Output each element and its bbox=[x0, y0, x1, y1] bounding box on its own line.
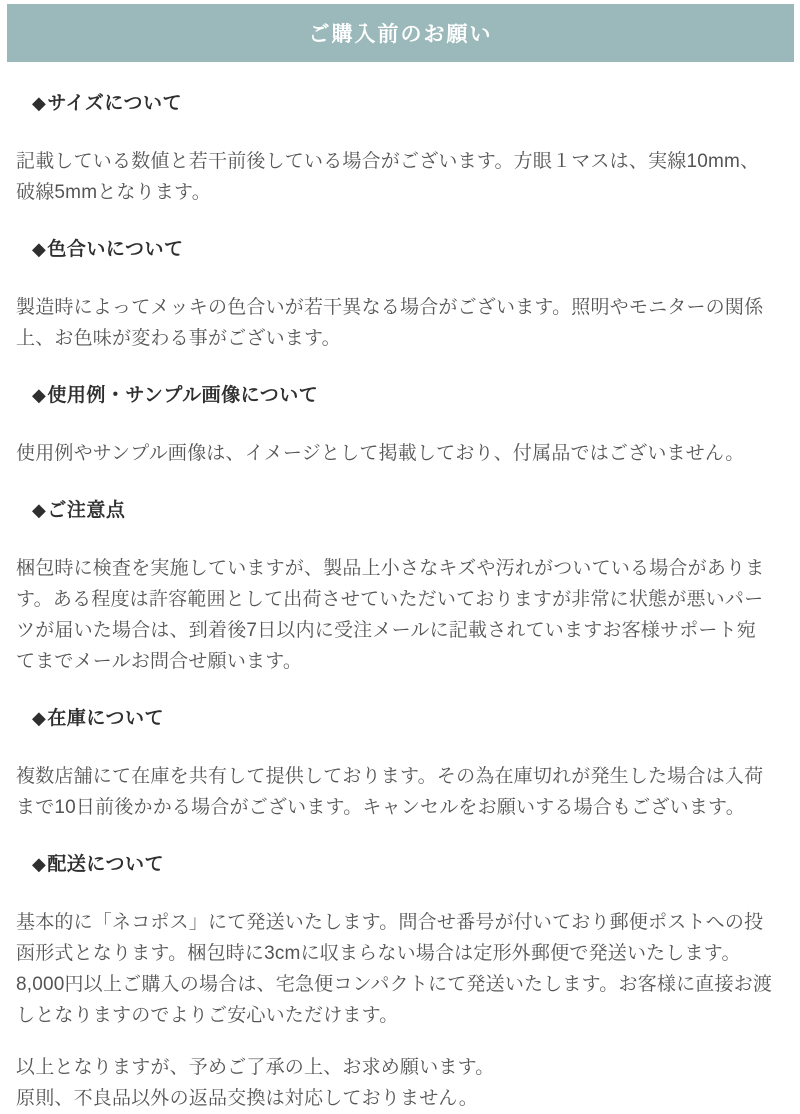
body-line: 基本的に「ネコポス」にて発送いたします。問合せ番号が付いており郵便ポストへの投函形式となります。梱包時に3cmに収まらない場合は定形外郵便で発送いたします。 bbox=[16, 912, 764, 964]
footer-line: 以上となりますが、予めご了承の上、お求め願います。 bbox=[16, 1057, 495, 1078]
diamond-bullet-icon: ◆ bbox=[32, 239, 47, 259]
section-sample-images bbox=[0, 384, 800, 469]
body-line: 記載している数値と若干前後している場合がございます。方眼１マスは、実線10mm、破線5mmとなります。 bbox=[16, 151, 760, 203]
page-title: ご購入前のお願い bbox=[308, 23, 493, 46]
footer-line: 原則、不良品以外の返品交換は対応しておりません。 bbox=[16, 1088, 478, 1109]
footer-note bbox=[16, 1052, 774, 1114]
diamond-bullet-icon: ◆ bbox=[32, 500, 47, 520]
header-bar bbox=[7, 4, 794, 62]
section-heading-label: 在庫について bbox=[47, 708, 164, 729]
section-caution bbox=[0, 499, 800, 677]
section-body bbox=[16, 907, 774, 1031]
section-heading bbox=[32, 384, 770, 407]
section-heading-label: 色合いについて bbox=[47, 239, 184, 260]
section-stock bbox=[0, 707, 800, 823]
section-size bbox=[0, 92, 800, 208]
section-heading-label: 使用例・サンプル画像について bbox=[47, 385, 319, 406]
body-line: 複数店舗にて在庫を共有して提供しております。その為在庫切れが発生した場合は入荷まで10日前後かかる場合がございます。キャンセルをお願いする場合もございます。 bbox=[16, 766, 764, 818]
diamond-bullet-icon: ◆ bbox=[32, 708, 47, 728]
diamond-bullet-icon: ◆ bbox=[32, 385, 47, 405]
section-color bbox=[0, 238, 800, 354]
section-heading bbox=[32, 853, 770, 876]
section-heading bbox=[32, 499, 770, 522]
section-body bbox=[16, 292, 774, 354]
section-heading-label: サイズについて bbox=[47, 93, 182, 114]
section-heading-label: 配送について bbox=[47, 854, 164, 875]
section-heading bbox=[32, 238, 770, 261]
body-line: 8,000円以上ご購入の場合は、宅急便コンパクトにて発送いたします。お客様に直接お渡しとなりますのでよりご安心いただけます。 bbox=[16, 974, 773, 1026]
section-body bbox=[16, 438, 774, 469]
section-body bbox=[16, 761, 774, 823]
section-body bbox=[16, 553, 774, 677]
body-line: 使用例やサンプル画像は、イメージとして掲載しており、付属品ではございません。 bbox=[16, 443, 745, 464]
body-line: 製造時によってメッキの色合いが若干異なる場合がございます。照明やモニターの関係上、お色味が変わる事がございます。 bbox=[16, 297, 764, 349]
section-heading bbox=[32, 707, 770, 730]
section-body bbox=[16, 146, 774, 208]
section-heading-label: ご注意点 bbox=[47, 500, 126, 521]
section-heading bbox=[32, 92, 770, 115]
section-shipping bbox=[0, 853, 800, 1031]
body-line: 梱包時に検査を実施していますが、製品上小さなキズや汚れがついている場合があります。ある程度は許容範囲として出荷させていただいておりますが非常に状態が悪いパーツが届いた場合は、到着後7日以内に受注メールに記載されていますお客様サポート宛てまでメールお問合せ願います。 bbox=[16, 558, 765, 672]
diamond-bullet-icon: ◆ bbox=[32, 93, 47, 113]
diamond-bullet-icon: ◆ bbox=[32, 854, 47, 874]
